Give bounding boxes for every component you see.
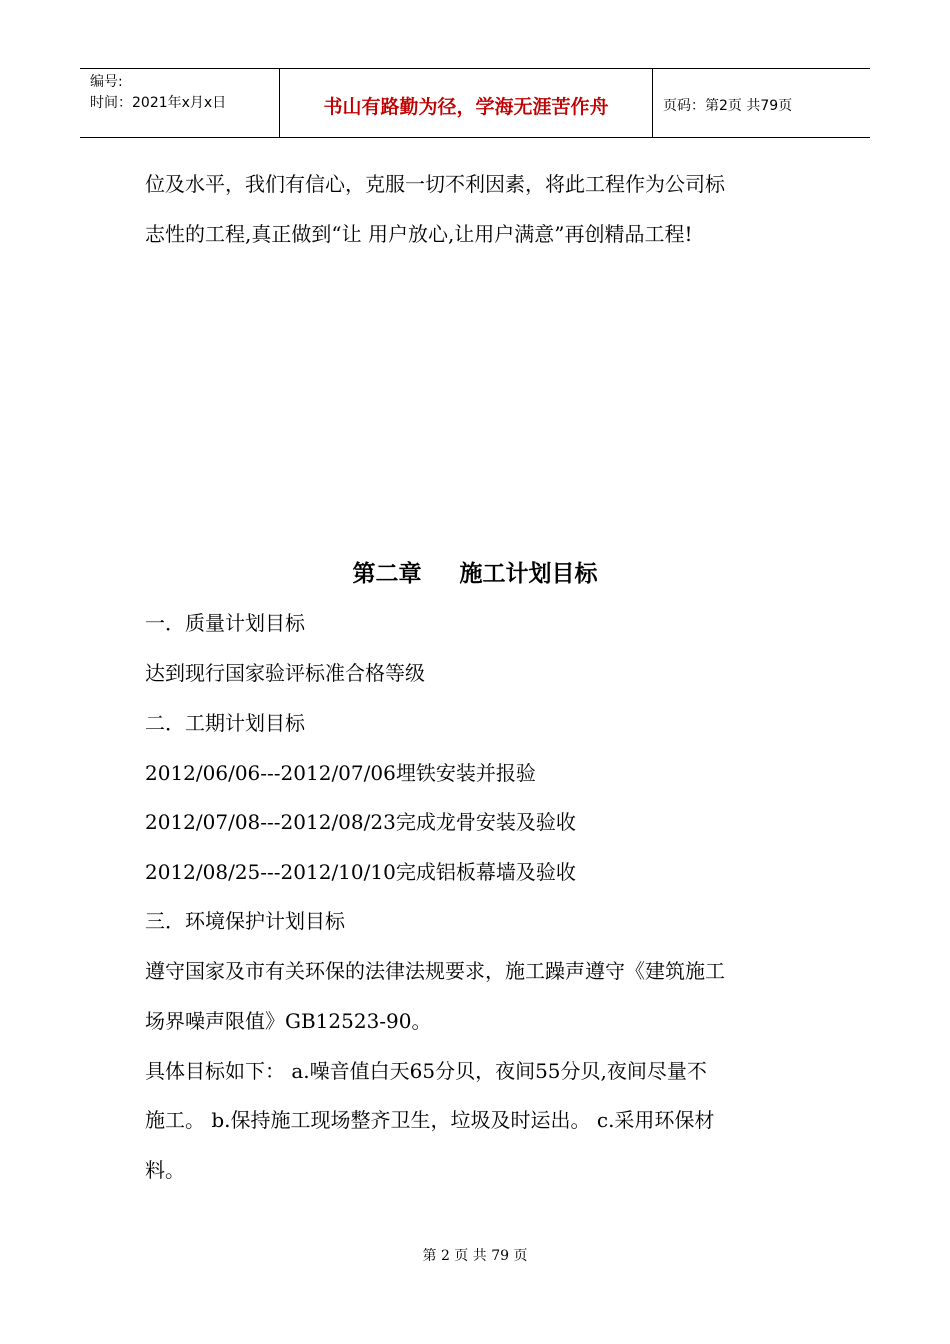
body-line: 达到现行国家验评标准合格等级 bbox=[145, 661, 425, 685]
header-motto: 书山有路勤为径，学海无涯苦作舟 bbox=[280, 69, 653, 137]
document-time-label: 时间：2021年x月x日 bbox=[90, 95, 227, 111]
body-line: 遵守国家及市有关环保的法律法规要求，施工躁声遵守《建筑施工 bbox=[145, 959, 725, 983]
schedule-line: 2012/07/08---2012/08/23完成龙骨安装及验收 bbox=[145, 810, 576, 834]
schedule-line: 2012/06/06---2012/07/06埋铁安装并报验 bbox=[145, 761, 536, 785]
body-line: 位及水平，我们有信心，克服一切不利因素，将此工程作为公司标 bbox=[145, 172, 725, 196]
chapter-title: 施工计划目标 bbox=[459, 561, 598, 587]
page-header bbox=[80, 68, 870, 138]
document-number-label: 编号: bbox=[90, 74, 123, 90]
chapter-number: 第二章 bbox=[352, 561, 422, 587]
chapter-heading bbox=[0, 559, 950, 589]
schedule-line: 2012/08/25---2012/10/10完成铝板幕墙及验收 bbox=[145, 860, 576, 884]
header-page-info: 页码：第2页 共79页 bbox=[663, 98, 793, 114]
body-line: 场界噪声限值》GB12523-90。 bbox=[145, 1009, 432, 1033]
section-heading: 三．环境保护计划目标 bbox=[145, 909, 345, 933]
section-heading: 二．工期计划目标 bbox=[145, 711, 305, 735]
header-meta bbox=[80, 69, 280, 137]
body-line: 具体目标如下： a.噪音值白天65分贝，夜间55分贝,夜间尽量不 bbox=[145, 1059, 707, 1083]
body-line: 料。 bbox=[145, 1158, 185, 1182]
section-heading: 一．质量计划目标 bbox=[145, 611, 305, 635]
body-line: 志性的工程,真正做到“让 用户放心,让用户满意”再创精品工程! bbox=[145, 222, 693, 246]
page-footer: 第 2 页 共 79 页 bbox=[422, 1248, 528, 1264]
body-line: 施工。 b.保持施工现场整齐卫生，垃圾及时运出。 c.采用环保材 bbox=[145, 1108, 715, 1132]
